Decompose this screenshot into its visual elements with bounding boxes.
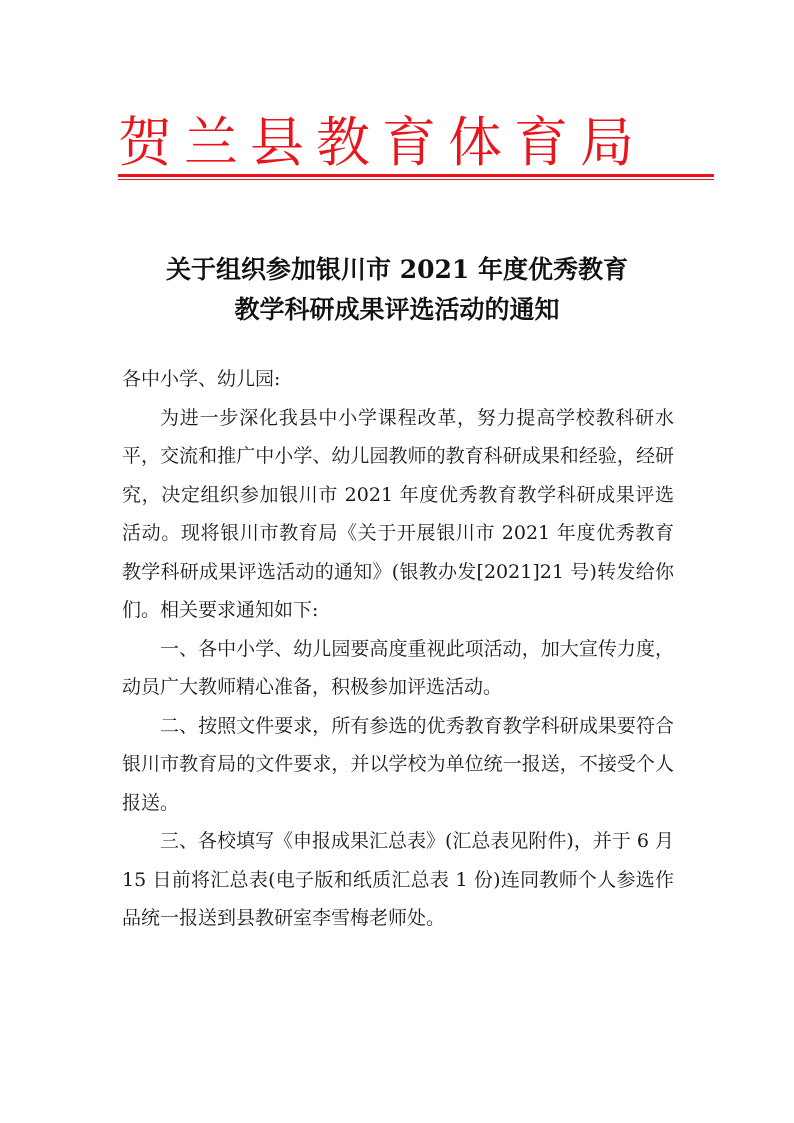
body-paragraph-intro: 为进一步深化我县中小学课程改革，努力提高学校教科研水平，交流和推广中小学、幼儿园教师的教育科研成果和经验，经研究，决定组织参加银川市 2021 年度优秀教育教学科研成果评选活动。现将银川市教育局《关于开展银川市 2021 年度优秀教育教学科研成果评选活动的通知》(银教办发[2021]21 号)转发给你们。相关要求通知如下: <box>122 406 674 621</box>
body-paragraph-requirement-3: 三、各校填写《申报成果汇总表》(汇总表见附件)，并于 6 月 15 日前将汇总表(电子版和纸质汇总表 1 份)连同教师个人参选作品统一报送到县教研室李雪梅老师处。 <box>122 830 674 929</box>
body-paragraph-requirement-1: 一、各中小学、幼儿园要高度重视此项活动，加大宣传力度，动员广大教师精心准备，积极参加评选活动。 <box>122 637 674 698</box>
document-title-line-2: 教学科研成果评选活动的通知 <box>234 295 560 324</box>
header-red-rule-thin <box>118 179 714 180</box>
document-title <box>100 250 694 330</box>
document-body <box>122 360 674 938</box>
header-red-rule-thick <box>118 174 714 177</box>
salutation: 各中小学、幼儿园: <box>122 368 281 390</box>
document-title-line-1: 关于组织参加银川市 2021 年度优秀教育 <box>166 255 628 284</box>
body-paragraph-requirement-2: 二、按照文件要求，所有参选的优秀教育教学科研成果要符合银川市教育局的文件要求，并以学校为单位统一报送，不接受个人报送。 <box>122 714 674 814</box>
organization-name-header: 贺兰县教育体育局 <box>118 111 646 174</box>
